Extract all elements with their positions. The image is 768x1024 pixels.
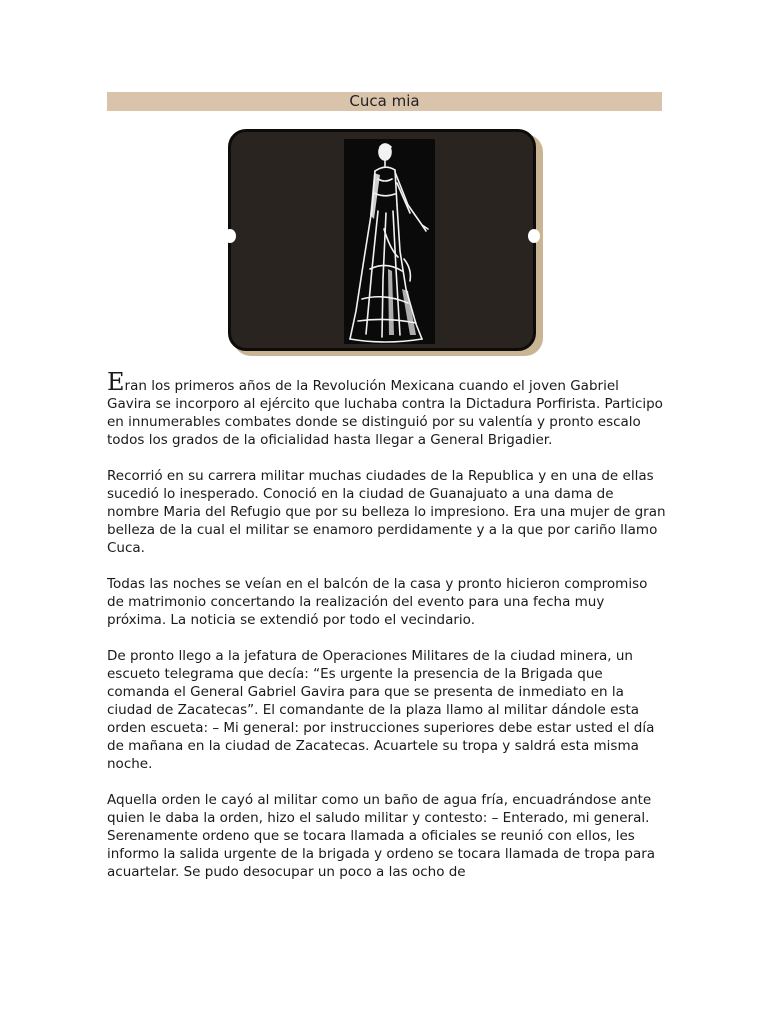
paragraph-2: Recorrió en su carrera militar muchas ciudades de la Republica y en una de ellas sucedió lo inesperado. Conoció en la ciudad de Guanajuato a una dama de nombre Maria del Refugio que por su belleza lo impresiono. Era una mujer de gran belleza de la cual el militar se enamoro perdidamente y a la que por cariño llamo Cuca.	[107, 468, 666, 556]
woman-figure-icon	[344, 139, 435, 344]
page-title: Cuca mia	[107, 92, 662, 111]
frame-notch-left	[224, 229, 236, 243]
image-frame	[228, 129, 536, 351]
drop-cap: E	[107, 368, 125, 396]
story-body	[107, 368, 667, 899]
paragraph-4: De pronto llego a la jefatura de Operaciones Militares de la ciudad minera, un escueto telegrama que decía: “Es urgente la presencia de la Brigada que comanda el General Gabriel Gavira para que se presenta de inmediato en la ciudad de Zacatecas”. El comandante de la plaza llamo al militar dándole esta orden escueta: – Mi general: por instrucciones superiores debe estar usted el día de mañana en la ciudad de Zacatecas. Acuartele su tropa y saldrá esta misma noche.	[107, 648, 655, 772]
paragraph-3: Todas las noches se veían en el balcón de la casa y pronto hicieron compromiso de matrimonio concertando la realización del evento para una fecha muy próxima. La noticia se extendió por todo el vecindario.	[107, 576, 648, 628]
woman-figure-illustration	[344, 139, 435, 344]
paragraph-1	[107, 368, 667, 449]
paragraph-5: Aquella orden le cayó al militar como un baño de agua fría, encuadrándose ante quien le daba la orden, hizo el saludo militar y contesto: – Enterado, mi general. Serenamente ordeno que se tocara llamada a oficiales se reunió con ellos, les informo la salida urgente de la brigada y ordeno se tocara llamada de tropa para acuartelar. Se pudo desocupar un poco a las ocho de	[107, 792, 656, 880]
paragraph-text: ran los primeros años de la Revolución Mexicana cuando el joven Gabriel Gavira se incorporo al ejército que luchaba contra la Dictadura Porfirista. Participo en innumerables combates donde se distinguió por su valentía y pronto escalo todos los grados de la oficialidad hasta llegar a General Brigadier.	[107, 378, 663, 448]
frame-notch-right	[528, 229, 540, 243]
